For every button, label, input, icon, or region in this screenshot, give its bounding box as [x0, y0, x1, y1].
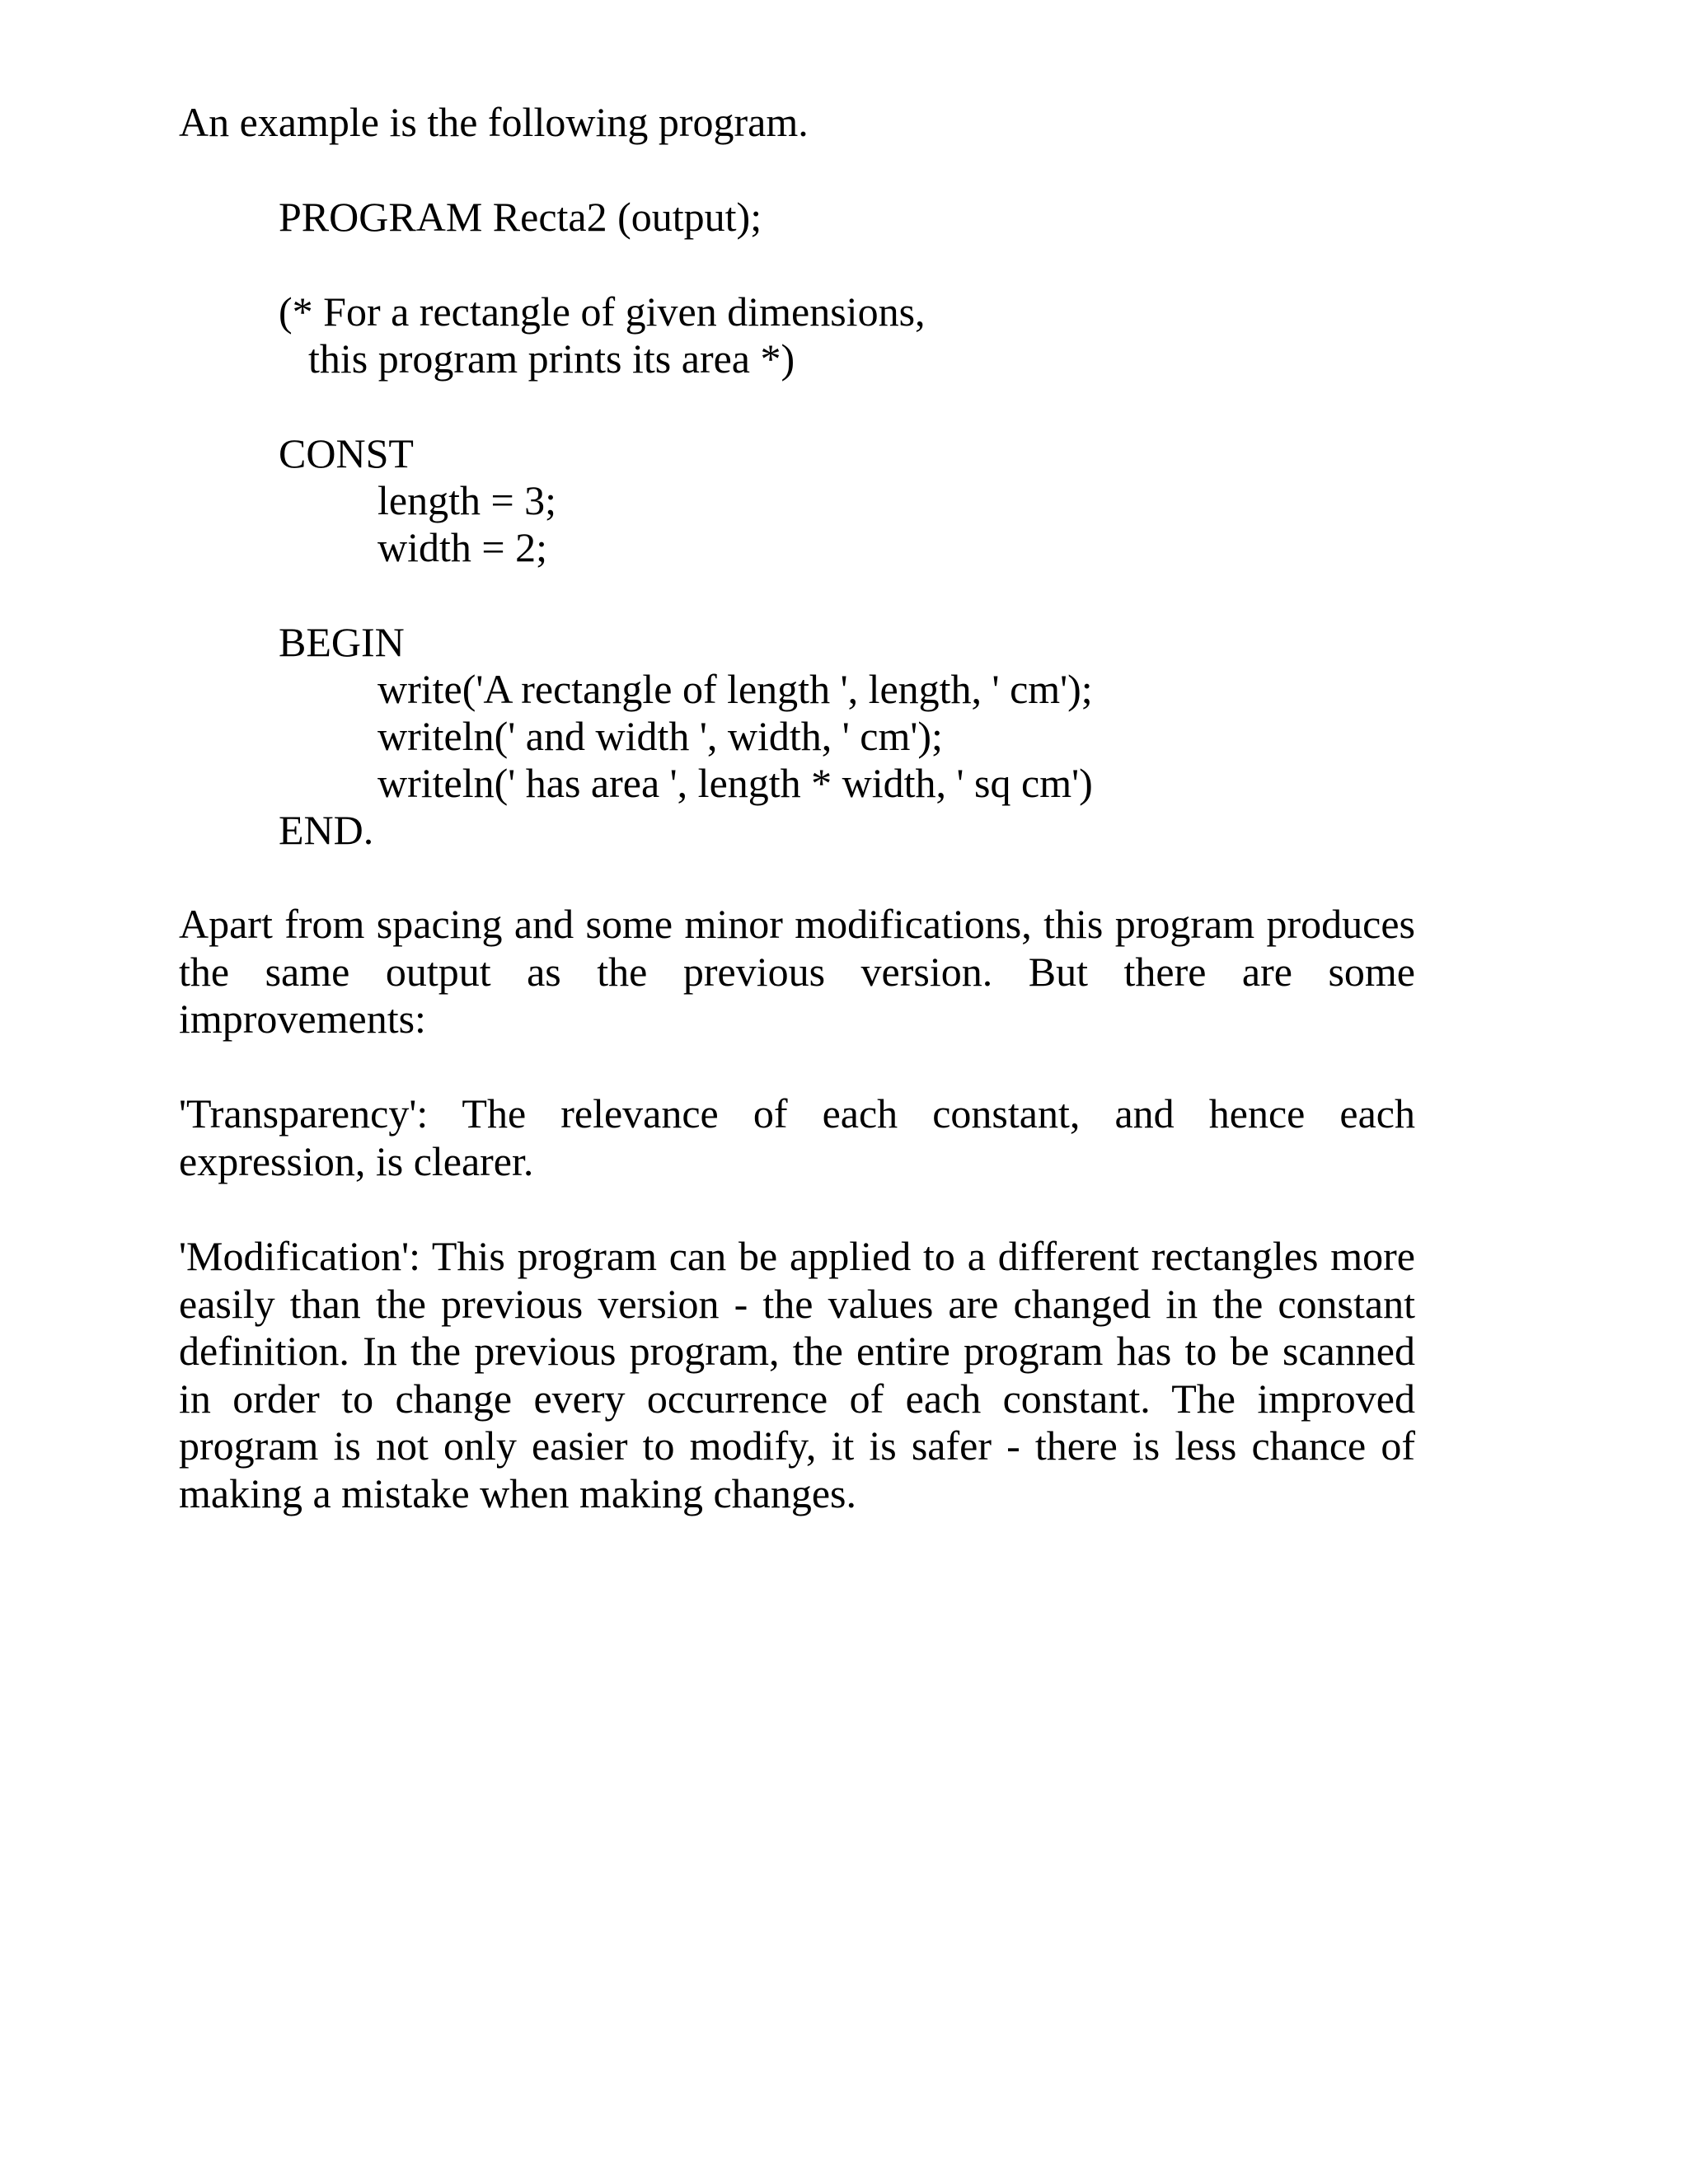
- program-comment-line-1: (* For a rectangle of given dimensions,: [279, 288, 926, 335]
- paragraph-apart: Apart from spacing and some minor modifications, this program produces the same output as the previous version. But there are some improvements:: [179, 901, 1415, 1042]
- const-keyword: CONST: [279, 430, 414, 476]
- program-header: PROGRAM Recta2 (output);: [279, 194, 762, 240]
- const-width: width = 2;: [377, 524, 547, 570]
- paragraph-modification: 'Modification': This program can be applied to a different rectangles more easily than the previous version - the values are changed in the constant definition. In the previous program, the entire program has to be scanned in order to change every occurrence of each constant. The improved program is not only easier to modify, it is safer - there is less chance of making a mistake when making changes.: [179, 1233, 1415, 1516]
- statement-write: write('A rectangle of length ', length, ' cm');: [377, 666, 1093, 712]
- statement-writeln-area: writeln(' has area ', length * width, ' sq cm'): [377, 760, 1093, 806]
- end-keyword: END.: [279, 807, 374, 853]
- const-length: length = 3;: [377, 477, 557, 523]
- program-comment-line-2: this program prints its area *): [308, 335, 795, 382]
- intro-text: An example is the following program.: [179, 99, 809, 145]
- begin-keyword: BEGIN: [279, 619, 405, 665]
- statement-writeln-width: writeln(' and width ', width, ' cm');: [377, 713, 943, 759]
- paragraph-transparency: 'Transparency': The relevance of each constant, and hence each expression, is clearer.: [179, 1090, 1415, 1184]
